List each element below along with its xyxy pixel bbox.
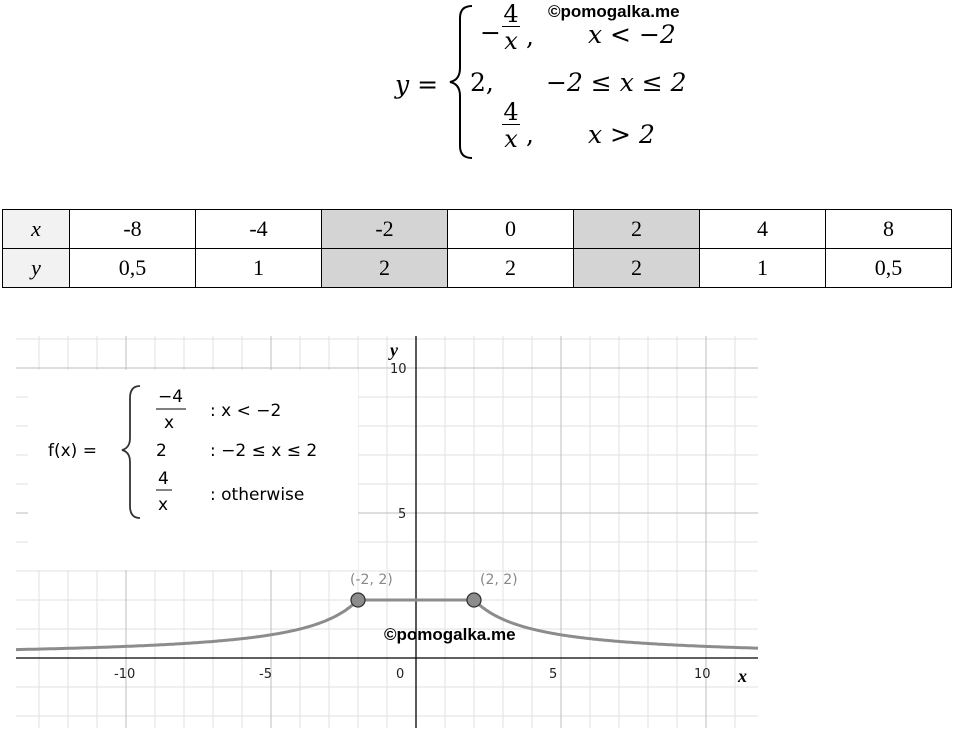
legend-case1-condition: : x < −2 [210,401,282,421]
x-axis-label: x [738,666,747,686]
table-cell-y: 2 [448,249,574,288]
y-tick-label: 10 [390,362,407,377]
table-header-y: y [3,249,70,288]
case2-expression: 2, [470,68,494,97]
table-row-x [3,210,952,249]
x-tick-label: -10 [114,667,136,682]
case1-denominator: x [502,26,520,53]
table-row-y [3,249,952,288]
case3-fraction [502,100,520,151]
key-points [350,572,518,607]
formula-lhs: y = [395,70,439,99]
y-axis-label: y [390,340,398,360]
case1-numerator: 4 [503,0,519,28]
watermark-graph: ©pomogalka.me [384,625,516,644]
table-cell-y: 2 [322,249,448,288]
case1-separator: , [526,22,534,51]
table-cell-x: 0 [448,210,574,249]
legend-case2-expression: 2 [156,441,167,461]
x-tick-label: 5 [549,667,558,682]
key-point-label: (-2, 2) [350,572,393,588]
legend-background [28,370,358,570]
case2-condition: −2 ≤ x ≤ 2 [546,68,687,97]
legend-lhs: f(x) = [48,441,97,461]
case1-condition: x < −2 [588,20,676,49]
key-point [351,593,365,607]
case3-denominator: x [502,124,520,151]
y-tick-label: 5 [398,507,407,522]
table-cell-x: 8 [826,210,952,249]
case1-fraction [502,2,520,53]
legend-case3-numerator: 4 [158,469,169,489]
piecewise-formula [0,0,960,170]
table-cell-y: 1 [196,249,322,288]
case1-sign: − [480,18,501,47]
table-cell-x: -8 [70,210,196,249]
table-cell-x: -4 [196,210,322,249]
x-tick-label: 0 [396,667,405,682]
function-graph [0,330,960,732]
table-cell-y: 2 [574,249,700,288]
values-table [2,209,952,288]
case3-separator: , [526,120,534,149]
legend-case2-condition: : −2 ≤ x ≤ 2 [210,441,318,461]
case3-condition: x > 2 [588,120,655,149]
legend-case1-numerator: −4 [158,387,184,407]
watermark-top: ©pomogalka.me [548,2,680,21]
table-cell-x: -2 [322,210,448,249]
table-cell-y: 0,5 [826,249,952,288]
case3-numerator: 4 [503,98,519,126]
key-point-label: (2, 2) [480,572,518,588]
table-cell-x: 2 [574,210,700,249]
legend-case1-denominator: x [164,413,175,433]
table-cell-y: 0,5 [70,249,196,288]
x-tick-label: -5 [259,667,272,682]
key-point [467,593,481,607]
table-header-x: x [3,210,70,249]
legend-case3-condition: : otherwise [210,485,305,505]
legend-case3-denominator: x [158,495,169,515]
table-cell-x: 4 [700,210,826,249]
table-cell-y: 1 [700,249,826,288]
x-tick-label: 10 [694,667,711,682]
